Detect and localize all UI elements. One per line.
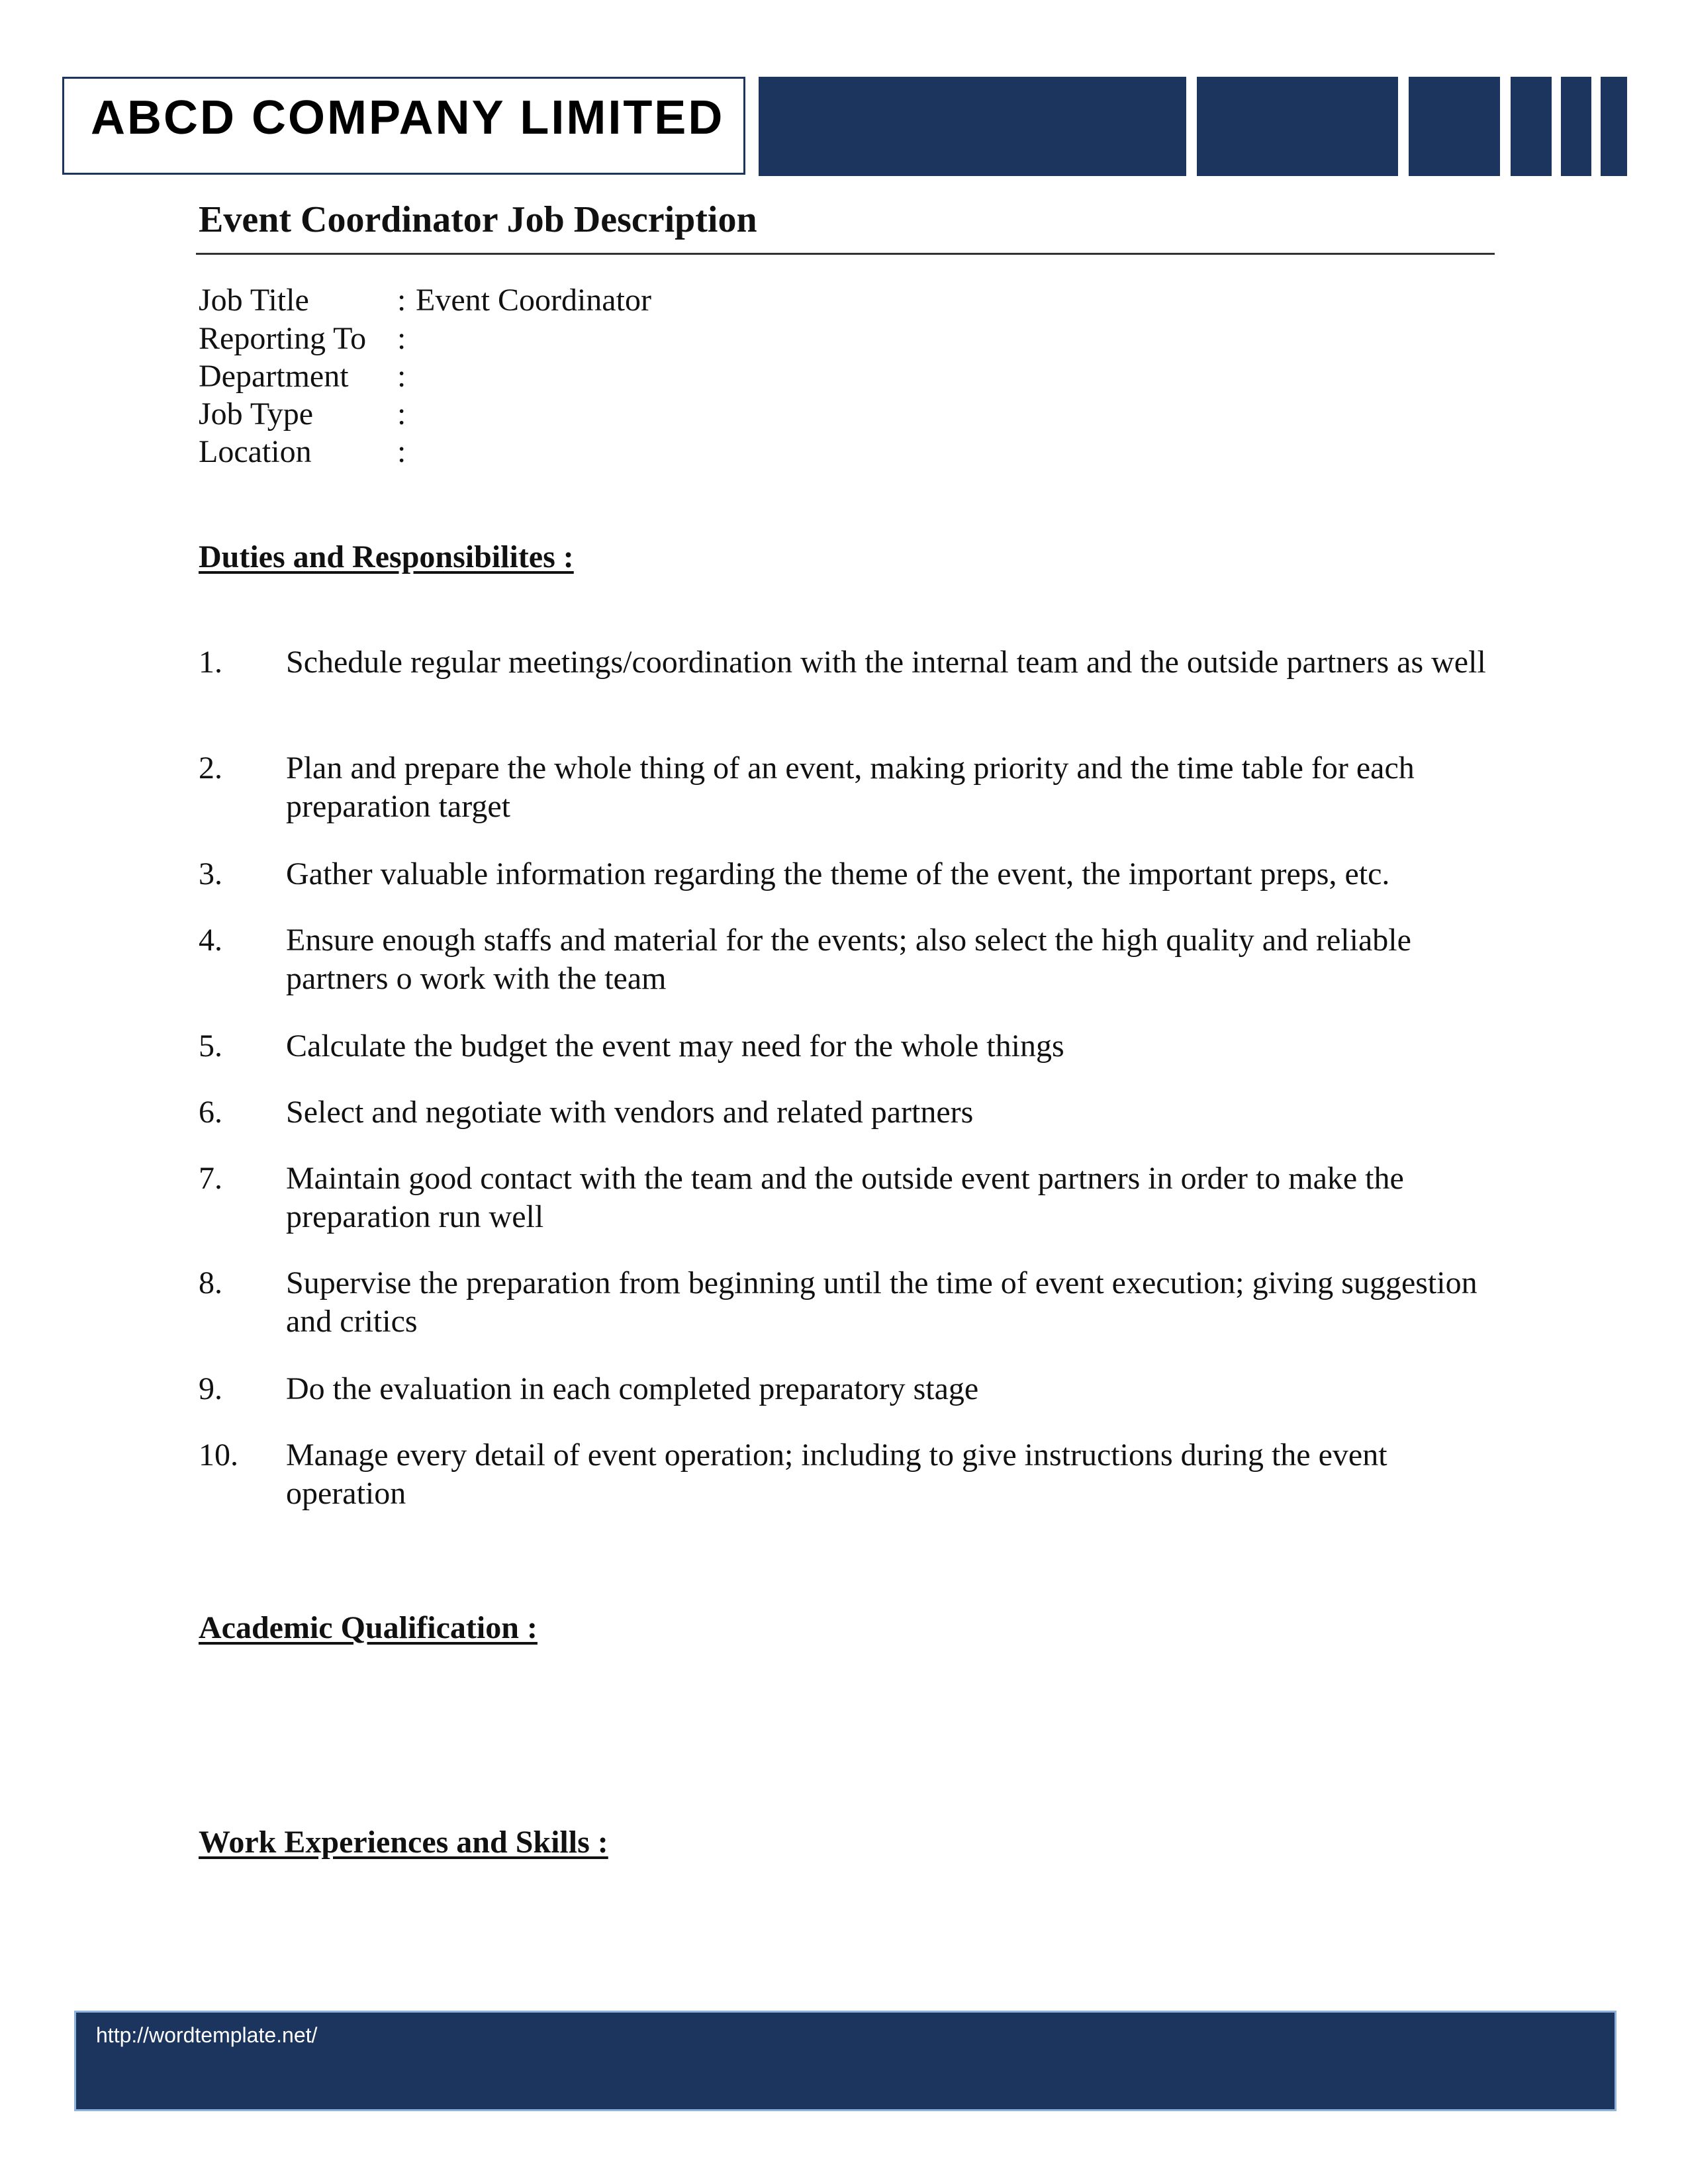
duty-text: Calculate the budget the event may need for the whole things [286, 1028, 1064, 1064]
duty-number: 2. [199, 751, 222, 786]
department-colon: : [397, 359, 406, 394]
job-type-colon: : [397, 396, 406, 432]
reporting-to-label: Reporting To [199, 321, 367, 356]
job-title-label: Job Title [199, 283, 309, 318]
header-bar-4 [1511, 77, 1552, 176]
company-name: ABCD COMPANY LIMITED [91, 91, 725, 144]
duty-number: 9. [199, 1371, 222, 1406]
work-experience-heading: Work Experiences and Skills : [199, 1825, 608, 1860]
title-divider [196, 253, 1495, 255]
duty-text: Manage every detail of event operation; including to give instructions during the event operation [286, 1437, 1387, 1511]
footer-url-link[interactable]: http://wordtemplate.net/ [96, 2023, 318, 2047]
job-title-colon: : [397, 283, 406, 318]
reporting-to-colon: : [397, 321, 406, 356]
duty-number: 10. [199, 1437, 238, 1473]
header-bar-6 [1601, 77, 1627, 176]
duty-number: 8. [199, 1265, 222, 1300]
duty-number: 1. [199, 645, 222, 680]
duty-text: Supervise the preparation from beginning until the time of event execution; giving suggestion and critics [286, 1265, 1477, 1339]
duty-text: Gather valuable information regarding the theme of the event, the important preps, etc. [286, 856, 1390, 891]
header-bar-1 [759, 77, 1186, 176]
duty-number: 7. [199, 1161, 222, 1196]
duty-number: 6. [199, 1095, 222, 1130]
duty-number: 3. [199, 856, 222, 891]
location-label: Location [199, 434, 312, 469]
academic-qualification-heading: Academic Qualification : [199, 1610, 538, 1645]
location-colon: : [397, 434, 406, 469]
job-title-value: Event Coordinator [416, 283, 651, 318]
footer-bar [74, 2011, 1617, 2111]
duty-number: 5. [199, 1028, 222, 1064]
duty-text: Do the evaluation in each completed preparatory stage [286, 1371, 979, 1406]
duty-text: Schedule regular meetings/coordination with the internal team and the outside partners as well [286, 645, 1486, 680]
duty-text: Plan and prepare the whole thing of an event, making priority and the time table for each preparation target [286, 751, 1415, 824]
header-bar-3 [1409, 77, 1500, 176]
job-type-label: Job Type [199, 396, 314, 432]
header-bar-2 [1197, 77, 1398, 176]
duty-text: Select and negotiate with vendors and related partners [286, 1095, 974, 1130]
duty-text: Ensure enough staffs and material for the events; also select the high quality and reliable partners o work with the team [286, 923, 1411, 996]
duty-number: 4. [199, 923, 222, 958]
header-bar-5 [1561, 77, 1591, 176]
department-label: Department [199, 359, 349, 394]
company-name-box [62, 77, 745, 175]
document-title: Event Coordinator Job Description [199, 199, 757, 240]
duty-text: Maintain good contact with the team and the outside event partners in order to make the preparation run well [286, 1161, 1404, 1234]
duties-heading: Duties and Responsibilites : [199, 539, 574, 574]
